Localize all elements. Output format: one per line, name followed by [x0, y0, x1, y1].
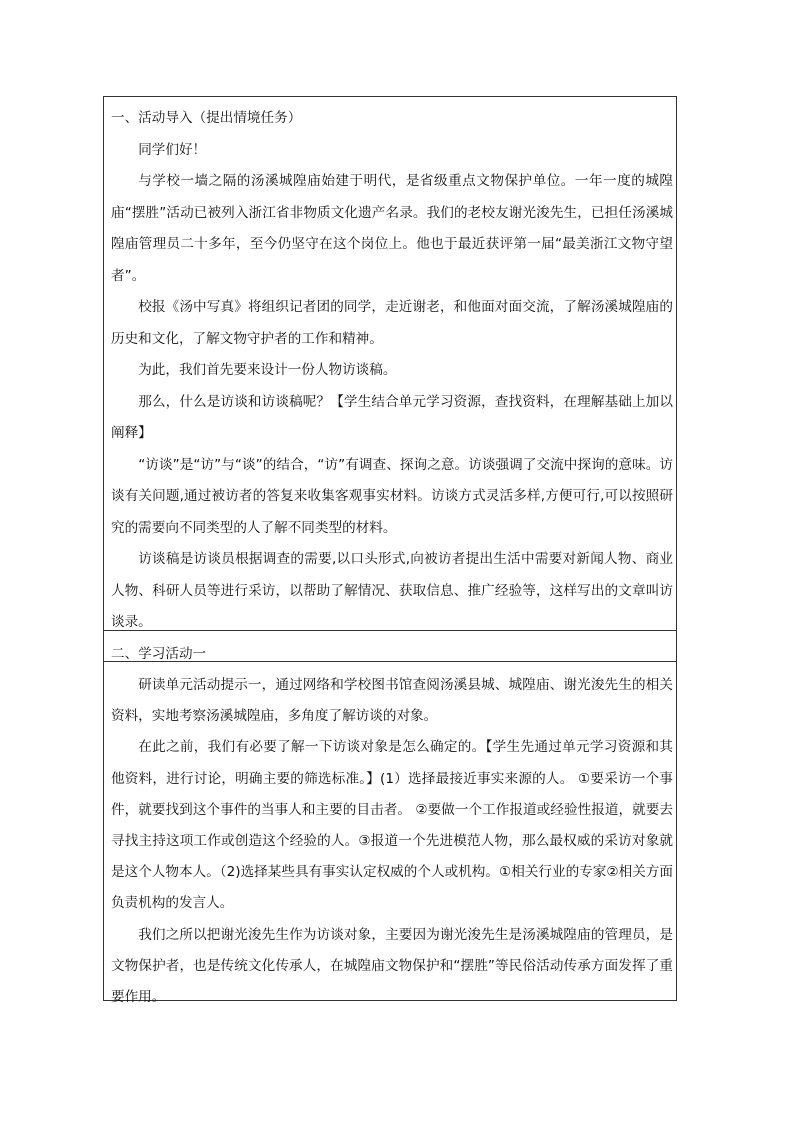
section-heading: 一、活动导入（提出情境任务）: [111, 110, 302, 126]
paragraph: 那么，什么是访谈和访谈稿呢？【学生结合单元学习资源，查找资料，在理解基础上加以阐释】: [111, 393, 673, 441]
paragraph: 同学们好！: [138, 141, 207, 158]
paragraph: 研读单元活动提示一，通过网络和学校图书馆查阅汤溪县城、城隍庙、谢光浚先生的相关资料，实地考察汤溪城隍庙，多角度了解访谈的对象。: [111, 677, 673, 725]
paragraph: 校报《汤中写真》将组织记者团的同学，走近谢老，和他面对面交流，了解汤溪城隍庙的历史和文化，了解文物守护者的工作和精神。: [111, 299, 673, 347]
paragraph: “访谈”是“访”与“谈”的结合，“访”有调查、探询之意。访谈强调了交流中探询的意味。访谈有关问题,通过被访者的答复来收集客观事实材料。访谈方式灵活多样,方便可行,可以按照研究的需要向不同类型的人了解不同类型的材料。: [111, 456, 673, 536]
paragraph: 我们之所以把谢光浚先生作为访谈对象，主要因为谢光浚先生是汤溪城隍庙的管理员，是文物保护者，也是传统文化传承人，在城隍庙文物保护和“摆胜”等民俗活动传承方面发挥了重要作用。: [111, 926, 673, 1006]
paragraph: 访谈稿是访谈员根据调查的需要,以口头形式,向被访者提出生活中需要对新闻人物、商业人物、科研人员等进行采访，以帮助了解情况、获取信息、推广经验等，这样写出的文章叫访谈录。: [111, 551, 673, 630]
paragraph: 为此，我们首先要来设计一份人物访谈稿。: [138, 362, 397, 378]
section-heading: 二、学习活动一: [111, 645, 207, 662]
document-body: [111, 103, 673, 1013]
content-table: [103, 96, 677, 1006]
paragraph: 在此之前，我们有必要了解一下访谈对象是怎么确定的。【学生先通过单元学习资源和其他资料，进行讨论，明确主要的筛选标准。】(1）选择最接近事实来源的人。 ①要采访一个事件，就要找到这个事件的当事人和主要的目击者。 ②要做一个工作报道或经验性报道，就要去寻找主持这项工作或创造这个经验的人。③报道一个先进模范人物，那么最权威的采访对象就是这个人物本人。（2)选择某些具有事实认定权威的个人或机构。①相关行业的专家②相关方面负责机构的发言人。: [111, 739, 673, 912]
paragraph: 与学校一墙之隔的汤溪城隍庙始建于明代，是省级重点文物保护单位。一年一度的城隍庙“摆胜”活动已被列入浙江省非物质文化遗产名录。我们的老校友谢光浚先生，已担任汤溪城隍庙管理员二十多年，至今仍坚守在这个岗位上。他也于最近获评第一届“最美浙江文物守望者”。: [111, 173, 673, 284]
